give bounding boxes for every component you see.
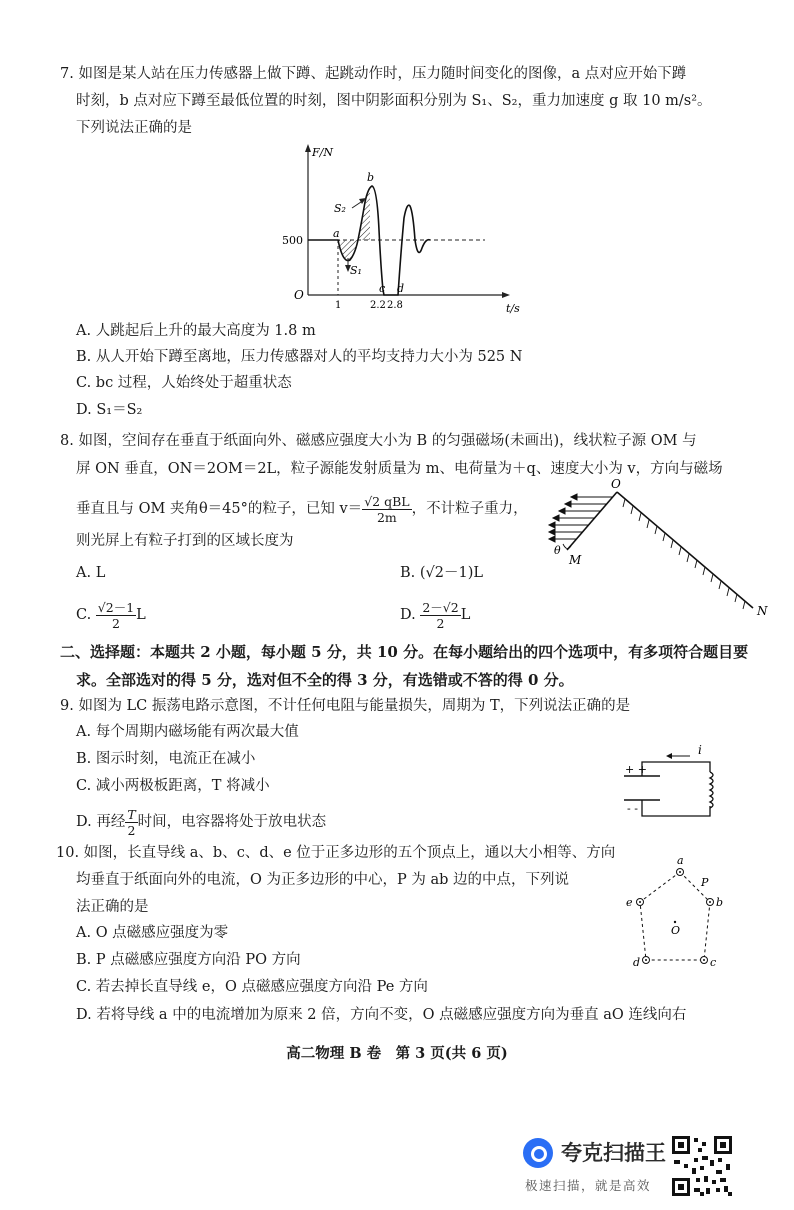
scanner-slogan: 极速扫描，就是高效	[525, 1178, 652, 1193]
label-c: c	[710, 956, 717, 969]
velocity-fraction: $\frac{\text{√2 qBL}}{2m}$	[364, 493, 410, 525]
q10-option-a[interactable]: A. O 点磁感应强度为零	[76, 925, 229, 941]
q7-stem-line-1: 7. 如图是某人站在压力传感器上做下蹲、起跳动作时，压力随时间变化的图像，a 点对应开始下蹲	[60, 66, 687, 82]
inductor-coil	[710, 772, 713, 808]
label-m: M	[569, 553, 582, 567]
area-s2-label: S₂	[334, 202, 346, 215]
label-theta: θ	[554, 544, 561, 557]
section-2-header-line-2: 求。全部选对的得 5 分，选对但不全的得 3 分，有选错或不答的得 0 分。	[76, 671, 574, 689]
qr-code-icon	[670, 1134, 734, 1198]
x-axis-arrow	[502, 292, 510, 298]
pentagon-outline	[640, 872, 710, 960]
q8-option-b[interactable]: B. (√2－1)L	[400, 565, 484, 581]
point-a-label: a	[333, 227, 340, 240]
circuit-wire	[642, 762, 710, 776]
q7-option-a[interactable]: A. 人跳起后上升的最大高度为 1.8 m	[76, 323, 316, 339]
origin-label: O	[294, 288, 304, 302]
q10-stem-line-3: 法正确的是	[76, 899, 149, 915]
source-om	[567, 492, 617, 550]
screen-on	[617, 492, 753, 608]
label-a: a	[677, 854, 684, 867]
q8-option-d[interactable]: D. $\frac{2-√2}{2}$ L	[400, 599, 471, 631]
q7-option-b[interactable]: B. 从人开始下蹲至离地，压力传感器对人的平均支持力大小为 525 N	[76, 349, 523, 365]
q9-stem: 9. 如图为 LC 振荡电路示意图，不计任何电阻与能量损失，周期为 T，下列说法正确的是	[60, 698, 631, 714]
q9-option-d[interactable]: D. 再经 $\frac{T}{2}$ 时间，电容器将处于放电状态	[76, 806, 327, 838]
q7-stem-line-3: 下列说法正确的是	[76, 120, 192, 136]
label-o-center: O	[671, 924, 681, 937]
point-d-label: d	[397, 282, 405, 295]
tick-label-500: 500	[282, 234, 303, 247]
q10-option-d[interactable]: D. 若将导线 a 中的电流增加为原来 2 倍，方向不变，O 点磁感应强度方向为垂直 aO 连线向右	[76, 1007, 687, 1023]
plate-minus-signs: - -	[627, 802, 638, 815]
page-footer: 高二物理 B 卷 第 3 页(共 6 页)	[286, 1045, 508, 1062]
plate-plus-signs: + +	[625, 763, 647, 776]
q10-option-b[interactable]: B. P 点磁感应强度方向沿 PO 方向	[76, 952, 301, 968]
q8-stem-line-3: 垂直且与 OM 夹角θ＝45°的粒子，已知 v＝ $\frac{\text{√2 qBL}}{2m}$ ，不计粒子重力，	[76, 493, 528, 525]
tick-label-2-2: 2.2	[370, 300, 386, 311]
label-e: e	[626, 896, 633, 909]
label-p: P	[701, 876, 709, 889]
label-o: O	[611, 477, 621, 491]
y-axis-arrow	[305, 144, 311, 152]
tick-label-1: 1	[335, 300, 342, 311]
q10-stem-line-1: 10. 如图，长直导线 a、b、c、d、e 位于正多边形的五个顶点上，通以大小相等、方向	[56, 845, 616, 861]
current-arrow-head	[666, 753, 672, 759]
label-d: d	[633, 956, 641, 969]
q7-option-c[interactable]: C. bc 过程，人始终处于超重状态	[76, 375, 292, 391]
lc-circuit-diagram	[612, 743, 727, 827]
q8-stem-line-4: 则光屏上有粒子打到的区域长度为	[76, 533, 294, 549]
q8-option-a[interactable]: A. L	[76, 565, 106, 581]
pentagon-wires-diagram	[612, 852, 742, 972]
tick-label-2-8: 2.8	[387, 300, 403, 311]
axis-label-force: F/N	[312, 146, 333, 159]
q10-option-c[interactable]: C. 若去掉长直导线 e，O 点磁感应强度方向沿 Pe 方向	[76, 979, 428, 995]
q7-option-d[interactable]: D. S₁＝S₂	[76, 402, 143, 418]
scanner-brand	[523, 1132, 673, 1192]
q8-stem-line-2: 屏 ON 垂直，ON＝2OM＝2L，粒子源能发射质量为 m、电荷量为＋q、速度大小为 v，方向与磁场	[76, 461, 723, 477]
particle-source-diagram	[545, 477, 770, 618]
label-b: b	[716, 896, 724, 909]
axis-label-time: t/s	[506, 302, 520, 315]
scanner-brand-name: 夸克扫描王	[561, 1141, 666, 1165]
q9-option-b[interactable]: B. 图示时刻，电流正在减小	[76, 751, 256, 767]
point-c-label: c	[379, 282, 386, 295]
circuit-wire-bottom	[642, 800, 710, 816]
point-b-label: b	[367, 171, 375, 184]
q10-stem-line-2: 均垂直于纸面向外的电流，O 为正多边形的中心，P 为 ab 边的中点，下列说	[76, 872, 570, 888]
current-label: i	[698, 743, 702, 757]
q8-stem-line-1: 8. 如图，空间存在垂直于纸面向外、磁感应强度大小为 B 的匀强磁场(未画出)，线状粒子源 OM 与	[60, 433, 697, 449]
q9-option-c[interactable]: C. 减小两极板距离，T 将减小	[76, 778, 270, 794]
q9-option-a[interactable]: A. 每个周期内磁场能有两次最大值	[76, 724, 299, 740]
label-n: N	[757, 604, 768, 618]
screen-hatch	[623, 499, 745, 609]
q8-option-c[interactable]: C. $\frac{√2-1}{2}$ L	[76, 599, 146, 631]
area-s1-label: S₁	[350, 264, 362, 277]
scanner-logo-icon	[523, 1138, 553, 1168]
force-time-graph	[270, 140, 530, 315]
q7-stem-line-2: 时刻，b 点对应下蹲至最低位置的时刻，图中阴影面积分别为 S₁、S₂，重力加速度 g 取 10 m/s²。	[76, 93, 712, 109]
section-2-header-line-1: 二、选择题：本题共 2 小题，每小题 5 分，共 10 分。在每小题给出的四个选项中，有多项符合题目要	[60, 643, 749, 661]
